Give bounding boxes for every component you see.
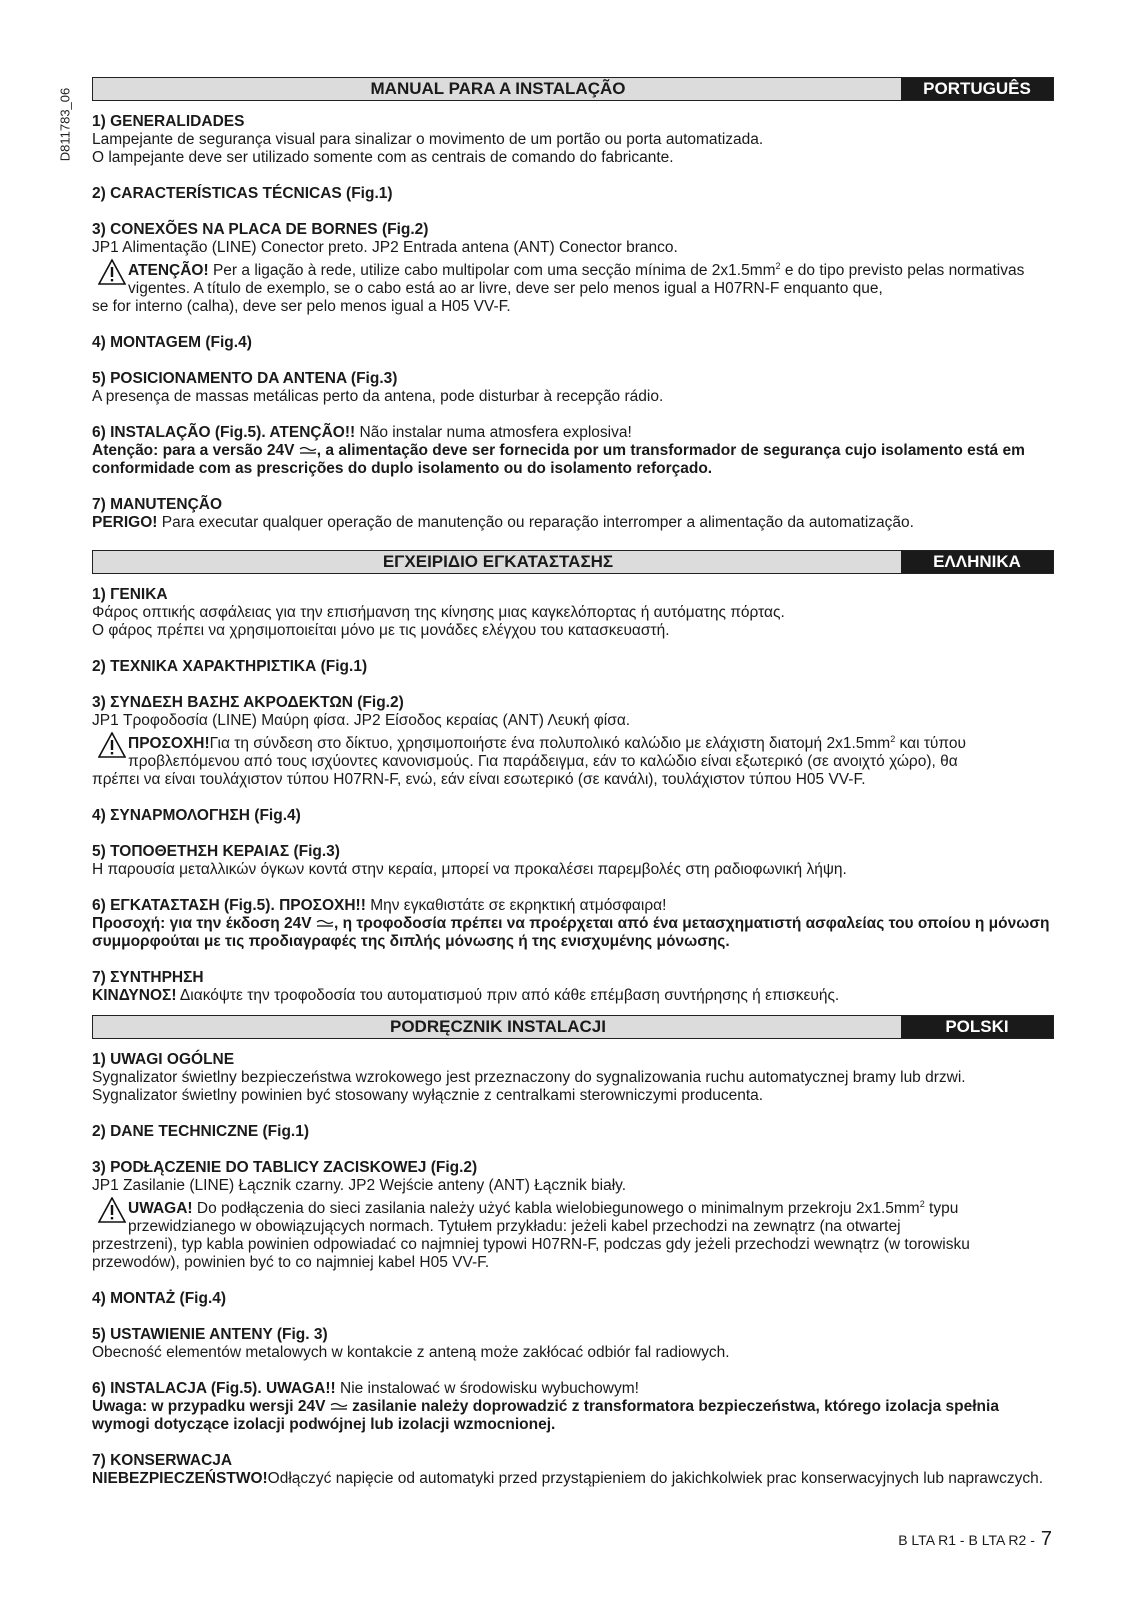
warning-text-3: se for interno (calha), deve ser pelo menos igual a H05 VV-F. [92,298,511,316]
heading-general: 1) ΓΕΝΙΚΑ [92,586,168,603]
section-title-bar [92,1015,1054,1039]
heading-installation: 6) INSTALACJA (Fig.5). UWAGA!! [92,1380,336,1398]
installation-warning-2: , η τροφοδοσία πρέπει να προέρχεται από ένα μετασχηματιστή ασφαλείας του οποίου η μόνωση συμμορφούται με τις προδιαγραφές της διπλής μόνωσης ή της ενισχυμένης μόνωσης. [92,915,1050,951]
warning-triangle-icon [98,732,126,758]
installation-warning-2: , a alimentação deve ser fornecida por um transformador de segurança cujo isolamento está em conformidade com as prescrições do duplo isolamento ou do isolamento reforçado. [92,442,1025,478]
heading-mounting: 4) ΣΥΝΑΡΜΟΛΟΓΗΣΗ (Fig.4) [92,807,301,825]
antenna-line: Η παρουσία μεταλλικών όγκων κοντά στην κεραία, μπορεί να προκαλέσει παρεμβολές στη ραδιοφωνική λήψη. [92,861,847,879]
warning-keyword: ΠΡΟΣΟΧΗ! [128,735,210,753]
installation-warning-2: zasilanie należy doprowadzić z transformatora bezpieczeństwa, którego izolacja spełnia wymogi dotyczące izolacji podwójnej lub izolacji wzmocnionej. [92,1398,999,1434]
heading-antenna: 5) POSICIONAMENTO DA ANTENA (Fig.3) [92,370,398,388]
section-title: MANUAL PARA A INSTALAÇÃO [370,79,626,98]
warning-text-2: e do tipo previsto pelas normativas vigentes. A título de exemplo, se o cabo está ao ar livre, deve ser pelo menos igual a H07RN-F enquanto que, [128,262,1025,298]
warning-text-1: Για τη σύνδεση στο δίκτυο, χρησιμοποιήστε ένα πολυπολικό καλώδιο με ελάχιστη διατομή 2x1.5mm [209,735,891,753]
heading-installation: 6) ΕΓΚΑΤΑΣΤΑΣΗ (Fig.5). ΠΡΟΣΟΧΗ!! [92,897,366,915]
heading-general: 1) GENERALIDADES [92,113,245,130]
heading-technical: 2) ΤΕΧΝΙΚΑ ΧΑΡΑΚΤΗΡΙΣΤΙΚΑ (Fig.1) [92,658,368,675]
warning-text-3: przestrzeni), typ kabla powinien odpowiadać co najmniej typowi H07RN-F, podczas gdy jeżeli przechodzi wewnątrz (w torowisku przewodów), powinien być to co najmniej kabel H05 VV-F. [92,1236,970,1272]
warning-text-2: και τύπου προβλεπόμενου από τους ισχύοντες κανονισμούς. Για παράδειγμα, εάν το καλώδιο είναι εξωτερικό (σε ανοιχτό χώρο), θα [128,735,966,771]
heading-technical: 2) DANE TECHNICZNE (Fig.1) [92,1123,309,1140]
heading-terminal: 3) CONEXÕES NA PLACA DE BORNES (Fig.2) [92,221,429,238]
general-line-1: Φάρος οπτικής ασφάλειας για την επισήμανση της κίνησης μιας καγκελόπορτας ή αυτόματης πόρτας. [92,604,785,621]
warning-block: UWAGA! Do podłączenia do sieci zasilania należy użyć kabla wielobiegunowego o minimalnym przekroju $2x1.5mm^2$ typu przewidzianego w obowiązujących normach. Tytułem przykładu: jeżeli kabel przechodzi na zewnątrz (na otwartej przestrzeni), typ kabla powinien odpowiadać co najmniej typowi H07RN-F, podczas gdy jeżeli przechodzi wewnątrz (w torowisku przewodów), powinien być to co najmniej kabel H05 VV-F. [92,1195,1054,1272]
heading-maintenance: 7) MANUTENÇÃO [92,496,223,514]
warning-keyword: ATENÇÃO! [128,262,209,280]
installation-warning-1: Προσοχή: για την έκδοση 24V [92,915,312,933]
heading-maintenance: 7) ΣΥΝΤΗΡΗΣΗ [92,969,204,987]
heading-technical: 2) CARACTERÍSTICAS TÉCNICAS (Fig.1) [92,185,393,202]
terminal-line: JP1 Zasilanie (LINE) Łącznik czarny. JP2 Wejście anteny (ANT) Łącznik biały. [92,1177,627,1194]
page-footer [898,1528,1052,1551]
section-portuguese [92,77,1054,532]
general-line-1: Sygnalizator świetlny bezpieczeństwa wzrokowego jest przeznaczony do sygnalizowania ruchu automatycznej bramy lub drzwi. [92,1069,966,1086]
ac-dc-icon [316,919,334,929]
danger-keyword: NIEBEZPIECZEŃSTWO! [92,1470,268,1488]
general-line-2: O lampejante deve ser utilizado somente com as centrais de comando do fabricante. [92,149,674,166]
warning-block: ATENÇÃO! Per a ligação à rede, utilize cabo multipolar com uma secção mínima de $2x1.5mm^2$ e do tipo previsto pelas normativas vigentes. A título de exemplo, se o cabo está ao ar livre, deve ser pelo menos igual a H07RN-F enquanto que, se for interno (calha), deve ser pelo menos igual a H05 VV-F. [92,257,1054,316]
heading-antenna: 5) ΤΟΠΟΘΕΤΗΣΗ ΚΕΡΑΙΑΣ (Fig.3) [92,843,340,861]
warning-text-1: Do podłączenia do sieci zasilania należy użyć kabla wielobiegunowego o minimalnym przekroju 2x1.5mm [192,1200,920,1218]
antenna-line: Obecność elementów metalowych w kontakcie z anteną może zakłócać odbiór fal radiowych. [92,1344,730,1362]
warning-block: ΠΡΟΣΟΧΗ!Για τη σύνδεση στο δίκτυο, χρησιμοποιήστε ένα πολυπολικό καλώδιο με ελάχιστη διατομή $2x1.5mm^2$ και τύπου προβλεπόμενου από τους ισχύοντες κανονισμούς. Για παράδειγμα, εάν το καλώδιο είναι εξωτερικό (σε ανοιχτό χώρο), θα πρέπει να είναι τουλάχιστον τύπου H07RN-F, ενώ, εάν είναι εσωτερικό (σε κανάλι), τουλάχιστον τύπου H05 VV-F. [92,730,1054,789]
heading-terminal: 3) ΣΥΝΔΕΣΗ ΒΑΣΗΣ ΑΚΡΟΔΕΚΤΩΝ (Fig.2) [92,694,404,711]
warning-text-2: typu przewidzianego w obowiązujących normach. Tytułem przykładu: jeżeli kabel przechodzi na zewnątrz (na otwartej [128,1200,959,1236]
section-polish [92,1015,1054,1488]
maintenance-text: Para executar qualquer operação de manutenção ou reparação interromper a alimentação da automatização. [157,514,914,532]
section-title: PODRĘCZNIK INSTALACJI [390,1017,606,1036]
section-title-bar [92,77,1054,101]
ac-dc-icon [299,446,317,456]
warning-keyword: UWAGA! [128,1200,193,1218]
heading-maintenance: 7) KONSERWACJA [92,1452,233,1470]
terminal-line: JP1 Alimentação (LINE) Conector preto. JP2 Entrada antena (ANT) Conector branco. [92,239,678,256]
model-label: B LTA R1 - B LTA R2 - [898,1532,1035,1548]
general-line-2: Sygnalizator świetlny powinien być stosowany wyłącznie z centralkami sterowniczymi producenta. [92,1087,764,1104]
heading-general: 1) UWAGI OGÓLNE [92,1051,235,1068]
warning-text-3: πρέπει να είναι τουλάχιστον τύπου H07RN-F, ενώ, εάν είναι εσωτερικό (σε κανάλι), τουλάχιστον τύπου H05 VV-F. [92,771,866,789]
heading-antenna: 5) USTAWIENIE ANTENY (Fig. 3) [92,1326,328,1344]
warning-text-1: Per a ligação à rede, utilize cabo multipolar com uma secção mínima de 2x1.5mm [208,262,776,280]
danger-keyword: ΚΙΝΔΥΝΟΣ! [92,987,177,1005]
language-label: POLSKI [901,1016,1053,1038]
section-greek [92,550,1054,1005]
language-label: PORTUGUÊS [901,78,1053,100]
installation-warning-1: Uwaga: w przypadku wersji 24V [92,1398,326,1416]
heading-installation: 6) INSTALAÇÃO (Fig.5). ATENÇÃO!! [92,424,356,442]
general-line-1: Lampejante de segurança visual para sinalizar o movimento de um portão ou porta automatizada. [92,131,764,148]
heading-terminal: 3) PODŁĄCZENIE DO TABLICY ZACISKOWEJ (Fig.2) [92,1159,478,1176]
installation-warning-1: Atenção: para a versão 24V [92,442,295,460]
language-label: ΕΛΛΗΝΙΚΑ [901,551,1053,573]
danger-keyword: PERIGO! [92,514,158,532]
warning-triangle-icon [98,259,126,285]
terminal-line: JP1 Τροφοδοσία (LINE) Μαύρη φίσα. JP2 Είσοδος κεραίας (ANT) Λευκή φίσα. [92,712,631,729]
installation-note: Não instalar numa atmosfera explosiva! [355,424,632,442]
warning-triangle-icon [98,1197,126,1223]
installation-note: Nie instalować w środowisku wybuchowym! [335,1380,639,1398]
page-number: 7 [1040,1528,1052,1550]
general-line-2: Ο φάρος πρέπει να χρησιμοποιείται μόνο με τις μονάδες ελέγχου του κατασκευαστή. [92,622,670,639]
section-title-bar [92,550,1054,574]
heading-mounting: 4) MONTAGEM (Fig.4) [92,334,252,352]
heading-mounting: 4) MONTAŻ (Fig.4) [92,1290,227,1308]
antenna-line: A presença de massas metálicas perto da antena, pode disturbar à recepção rádio. [92,388,664,406]
ac-dc-icon [330,1402,348,1412]
maintenance-text: Odłączyć napięcie od automatyki przed przystąpieniem do jakichkolwiek prac konserwacyjnych lub naprawczych. [267,1470,1044,1488]
section-title: ΕΓΧΕΙΡΙΔΙΟ ΕΓΚΑΤΑΣΤΑΣΗΣ [382,552,614,571]
installation-note: Μην εγκαθιστάτε σε εκρηκτική ατμόσφαιρα! [365,897,667,915]
maintenance-text: Διακόψτε την τροφοδοσία του αυτοματισμού πριν από κάθε επέμβαση συντήρησης ή επισκευής. [176,987,840,1005]
document-code: D811783_06 [57,87,73,162]
